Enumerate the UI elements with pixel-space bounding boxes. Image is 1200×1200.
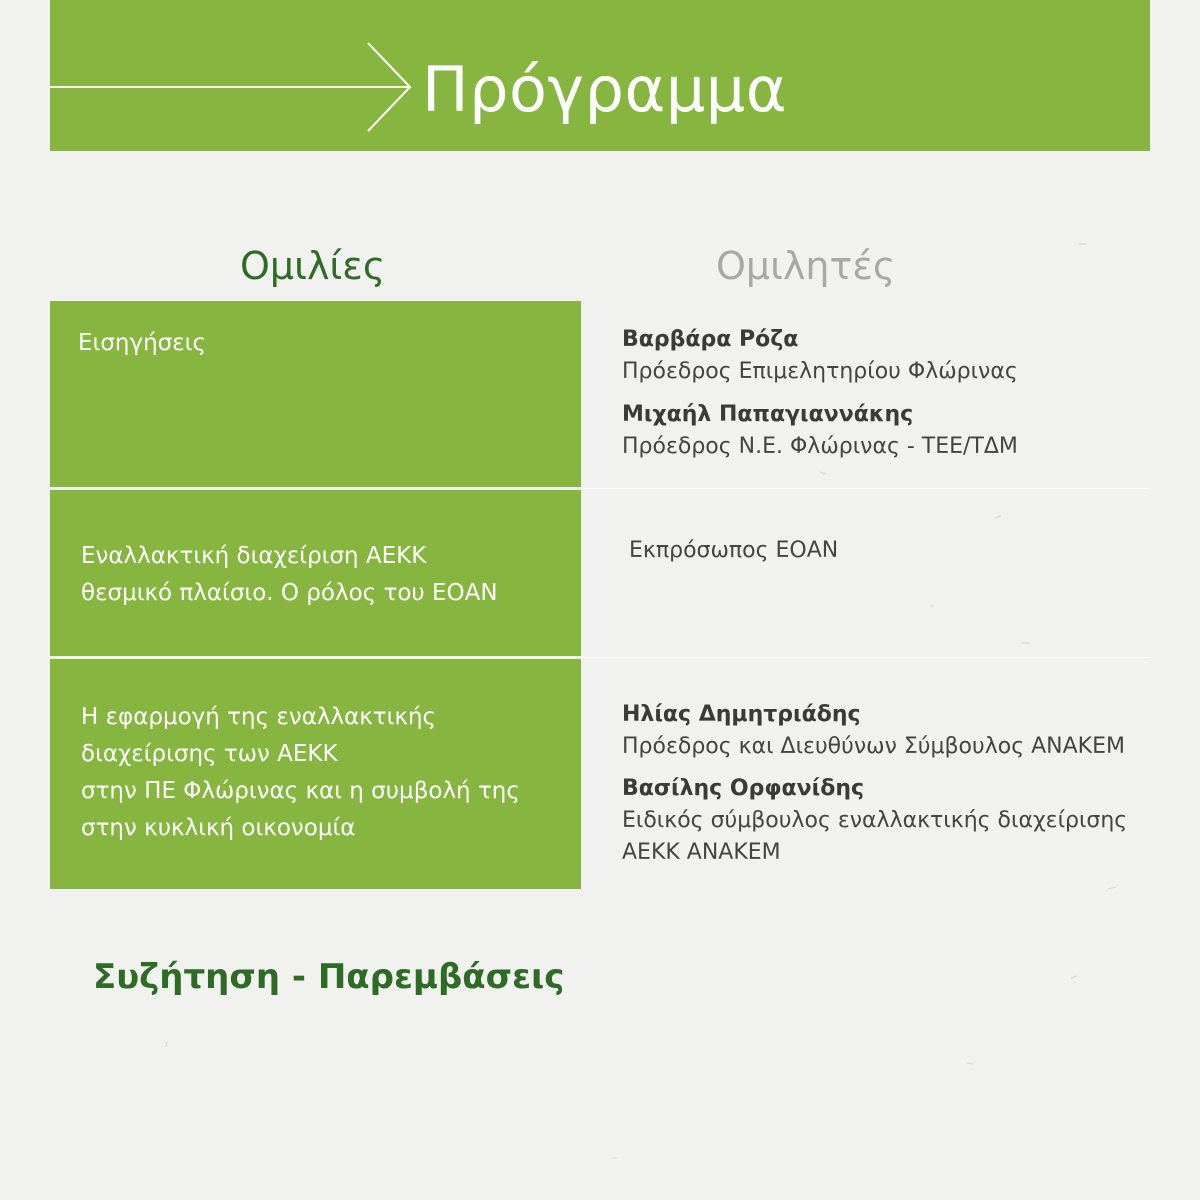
talk-title: [81, 699, 520, 847]
talks-column-heading: Ομιλίες: [240, 244, 386, 288]
speaker-role: ΑΕΚΚ ΑΝΑΚΕΜ: [622, 840, 781, 865]
talk-title-line: Η εφαρμογή της εναλλακτικής: [81, 704, 437, 730]
row-divider: [581, 657, 1150, 658]
speaker-name: Ηλίας Δημητριάδης: [622, 702, 861, 727]
talk-cell: [50, 659, 581, 889]
talk-title: [81, 538, 498, 612]
speaker-entry: [622, 399, 1018, 463]
talk-title-line: Εισηγήσεις: [78, 330, 206, 356]
arrow-right-icon: [50, 40, 414, 134]
speaker-role: Πρόεδρος Επιμελητηρίου Φλώρινας: [622, 359, 1018, 384]
talk-title-line: στην κυκλική οικονομία: [81, 815, 356, 841]
talk-title-line: στην ΠΕ Φλώρινας και η συμβολή της: [81, 778, 520, 804]
row-divider: [581, 488, 1150, 489]
talk-title-line: διαχείρισης των ΑΕΚΚ: [81, 741, 338, 767]
speaker-entry: [622, 773, 1127, 869]
speaker-name: Βασίλης Ορφανίδης: [622, 776, 865, 801]
speaker-entry: [622, 324, 1018, 388]
speaker-role: Εκπρόσωπος ΕΟΑΝ: [629, 538, 839, 563]
speakers-column-heading: Ομιλητές: [716, 244, 896, 288]
speaker-role: Πρόεδρος Ν.Ε. Φλώρινας - ΤΕΕ/ΤΔΜ: [622, 434, 1018, 459]
speaker-name: Βαρβάρα Ρόζα: [622, 327, 799, 352]
discussion-heading: Συζήτηση - Παρεμβάσεις: [93, 957, 565, 997]
header-banner: [50, 0, 1150, 151]
page-title: Πρόγραμμα: [422, 53, 788, 126]
talk-title-line: θεσμικό πλαίσιο. Ο ρόλος του ΕΟΑΝ: [81, 580, 498, 606]
talk-cell: [50, 490, 581, 656]
speaker-entry: [622, 699, 1125, 763]
talk-title: [78, 328, 206, 358]
talk-title-line: Εναλλακτική διαχείριση ΑΕΚΚ: [81, 543, 427, 569]
speaker-entry: [629, 535, 838, 567]
talk-cell: [50, 301, 581, 487]
speaker-role: Ειδικός σύμβουλος εναλλακτικής διαχείρισης: [622, 808, 1128, 833]
speaker-name: Μιχαήλ Παπαγιαννάκης: [622, 402, 914, 427]
speaker-role: Πρόεδρος και Διευθύνων Σύμβουλος ΑΝΑΚΕΜ: [622, 734, 1125, 759]
